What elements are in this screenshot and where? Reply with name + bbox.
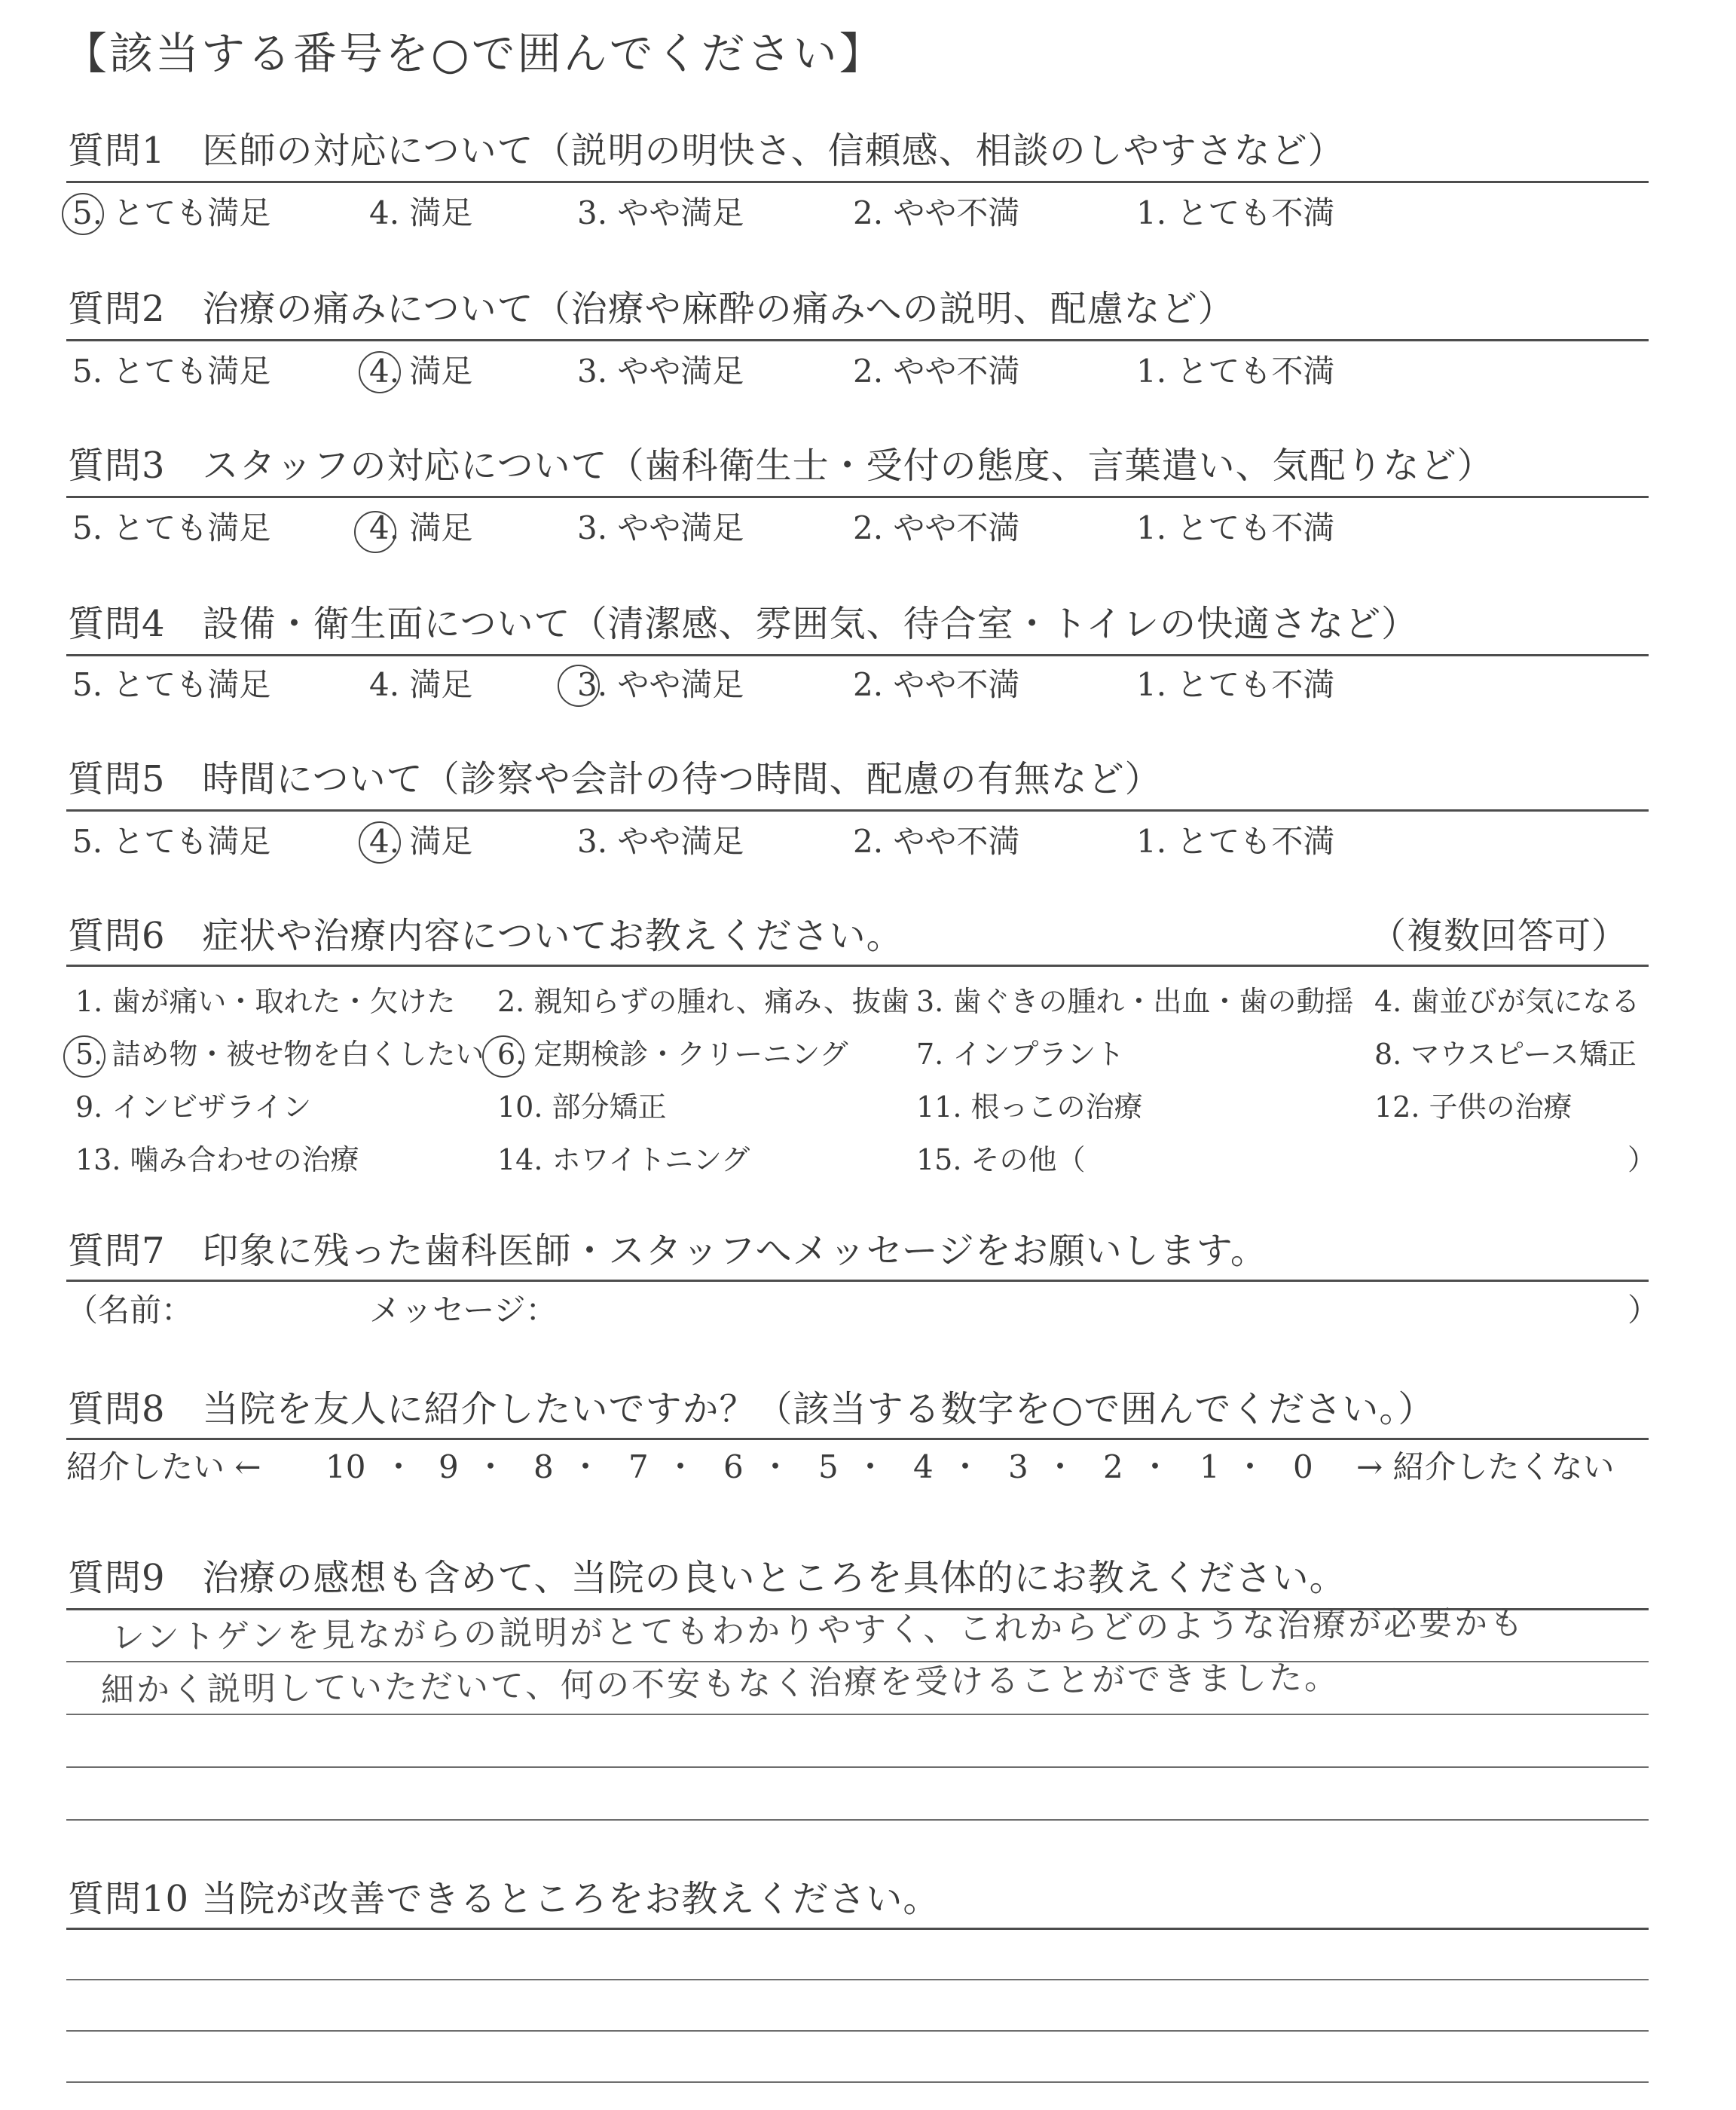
q8-scale-2[interactable]: 2 (1103, 1448, 1123, 1485)
q1-option-3[interactable]: 3. やや満足 (577, 194, 744, 231)
q3-option-5[interactable]: 5. とても満足 (72, 509, 271, 546)
q7-message-label: メッセージ： (369, 1292, 558, 1329)
q8-dot: ・ (570, 1448, 602, 1485)
question-1-title: 質問1 医師の対応について（説明の明快さ、信頼感、相談のしやすさなど） (68, 130, 1345, 172)
q8-dot: ・ (1139, 1448, 1172, 1485)
question-8-title: 質問8 当院を友人に紹介したいですか？（該当する数字を○で囲んでください。） (68, 1388, 1435, 1430)
q6-selection-circle-5 (63, 1035, 105, 1078)
q1-option-4[interactable]: 4. 満足 (369, 194, 473, 231)
question-3-rule (66, 496, 1649, 498)
q9-answer-rule (66, 1661, 1649, 1662)
q4-selection-circle (558, 665, 600, 707)
q6-option-15[interactable]: 15. その他（ (916, 1143, 1086, 1176)
q9-answer-rule (66, 1766, 1649, 1768)
q5-option-4[interactable]: 4. 満足 (369, 823, 473, 860)
form-header: 【該当する番号を○で囲んでください】 (63, 28, 885, 79)
q3-option-3[interactable]: 3. やや満足 (577, 509, 744, 546)
q1-option-1[interactable]: 1. とても不満 (1136, 194, 1335, 231)
q9-answer-rule (66, 1714, 1649, 1715)
q8-left-label: 紹介したい ← (66, 1448, 261, 1485)
q6-option-7[interactable]: 7. インプラント (916, 1038, 1125, 1071)
question-1-rule (66, 181, 1649, 183)
question-8-rule (66, 1438, 1649, 1440)
q10-answer-rule (66, 2030, 1649, 2032)
q6-option-4[interactable]: 4. 歯並びが気になる (1374, 985, 1640, 1018)
q8-scale-3[interactable]: 3 (1008, 1448, 1028, 1485)
question-6-title: 質問6 症状や治療内容についてお教えください。 (68, 915, 903, 957)
q5-option-1[interactable]: 1. とても不満 (1136, 823, 1335, 860)
question-6-note: （複数回答可） (1370, 915, 1629, 957)
question-5-title: 質問5 時間について（診察や会計の待つ時間、配慮の有無など） (68, 758, 1162, 800)
q8-dot: ・ (949, 1448, 982, 1485)
q9-answer-rule (66, 1819, 1649, 1821)
question-6-rule (66, 965, 1649, 967)
q8-dot: ・ (475, 1448, 507, 1485)
q8-right-label: → 紹介したくない (1356, 1448, 1615, 1485)
q8-dot: ・ (854, 1448, 887, 1485)
q3-option-4[interactable]: 4. 満足 (369, 509, 473, 546)
q6-option-14[interactable]: 14. ホワイトニング (497, 1143, 750, 1176)
q2-option-4[interactable]: 4. 満足 (369, 353, 473, 390)
q6-option-9[interactable]: 9. インビザライン (75, 1090, 312, 1124)
question-2-title: 質問2 治療の痛みについて（治療や麻酔の痛みへの説明、配慮など） (68, 288, 1235, 330)
q1-selection-circle (62, 193, 104, 235)
q10-answer-rule (66, 2081, 1649, 2083)
q2-option-1[interactable]: 1. とても不満 (1136, 353, 1335, 390)
question-2-rule (66, 339, 1649, 341)
q6-option-13[interactable]: 13. 噛み合わせの治療 (75, 1143, 359, 1176)
q4-option-3[interactable]: 3. やや満足 (577, 666, 744, 703)
q4-option-2[interactable]: 2. やや不満 (853, 666, 1020, 703)
q5-option-2[interactable]: 2. やや不満 (853, 823, 1020, 860)
q6-option-10[interactable]: 10. 部分矯正 (497, 1090, 667, 1124)
q8-dot: ・ (383, 1448, 415, 1485)
q6-option-5[interactable]: 5. 詰め物・被せ物を白くしたい (75, 1038, 484, 1071)
q8-scale-7[interactable]: 7 (628, 1448, 649, 1485)
q4-option-4[interactable]: 4. 満足 (369, 666, 473, 703)
q8-dot: ・ (1234, 1448, 1267, 1485)
q7-name-label: （名前： (66, 1292, 194, 1329)
q6-option-1[interactable]: 1. 歯が痛い・取れた・欠けた (75, 985, 456, 1018)
question-7-rule (66, 1280, 1649, 1282)
q1-option-2[interactable]: 2. やや不満 (853, 194, 1020, 231)
q6-option-15-close-paren: ） (1628, 1143, 1657, 1176)
question-10-rule (66, 1928, 1649, 1930)
question-3-title: 質問3 スタッフの対応について（歯科衛生士・受付の態度、言葉遣い、気配りなど） (68, 445, 1494, 487)
q10-answer-rule (66, 1979, 1649, 1980)
q8-scale-9[interactable]: 9 (439, 1448, 459, 1485)
q6-option-6[interactable]: 6. 定期検診・クリーニング (497, 1038, 848, 1071)
q2-option-2[interactable]: 2. やや不満 (853, 353, 1020, 390)
q2-option-3[interactable]: 3. やや満足 (577, 353, 744, 390)
q8-scale-5[interactable]: 5 (818, 1448, 839, 1485)
q8-dot: ・ (760, 1448, 792, 1485)
q5-selection-circle (359, 821, 401, 864)
q3-option-2[interactable]: 2. やや不満 (853, 509, 1020, 546)
q5-option-5[interactable]: 5. とても満足 (72, 823, 271, 860)
q8-scale-6[interactable]: 6 (723, 1448, 744, 1485)
q1-option-5[interactable]: 5. とても満足 (72, 194, 271, 231)
q8-scale-4[interactable]: 4 (913, 1448, 934, 1485)
q8-scale-10[interactable]: 10 (326, 1448, 366, 1485)
question-5-rule (66, 809, 1649, 812)
q9-answer-line-2[interactable]: 細かく説明していただいて、何の不安もなく治療を受けることができました。 (100, 1658, 1340, 1710)
q6-option-3[interactable]: 3. 歯ぐきの腫れ・出血・歯の動揺 (916, 985, 1354, 1018)
question-7-title: 質問7 印象に残った歯科医師・スタッフへメッセージをお願いします。 (68, 1230, 1267, 1272)
q8-scale-0[interactable]: 0 (1293, 1448, 1313, 1485)
q2-selection-circle (359, 351, 401, 393)
question-4-title: 質問4 設備・衛生面について（清潔感、雰囲気、待合室・トイレの快適さなど） (68, 603, 1419, 645)
q4-option-5[interactable]: 5. とても満足 (72, 666, 271, 703)
q8-scale-1[interactable]: 1 (1200, 1448, 1220, 1485)
q8-scale-8[interactable]: 8 (533, 1448, 554, 1485)
q3-selection-circle (354, 511, 396, 553)
q4-option-1[interactable]: 1. とても不満 (1136, 666, 1335, 703)
q9-answer-line-1[interactable]: レントゲンを見ながらの説明がとてもわかりやすく、これからどのような治療が必要かも (111, 1604, 1526, 1657)
q8-dot: ・ (665, 1448, 697, 1485)
q7-close-paren: ） (1628, 1292, 1660, 1329)
q6-option-8[interactable]: 8. マウスピース矯正 (1374, 1038, 1637, 1071)
question-10-title: 質問10 当院が改善できるところをお教えください。 (68, 1878, 940, 1920)
q6-selection-circle-6 (482, 1035, 524, 1078)
question-4-rule (66, 654, 1649, 656)
q6-option-2[interactable]: 2. 親知らずの腫れ、痛み、抜歯 (497, 985, 909, 1018)
q3-option-1[interactable]: 1. とても不満 (1136, 509, 1335, 546)
q8-dot: ・ (1044, 1448, 1077, 1485)
q5-option-3[interactable]: 3. やや満足 (577, 823, 744, 860)
q6-option-12[interactable]: 12. 子供の治療 (1374, 1090, 1572, 1124)
q2-option-5[interactable]: 5. とても満足 (72, 353, 271, 390)
q6-option-11[interactable]: 11. 根っこの治療 (916, 1090, 1143, 1124)
question-9-title: 質問9 治療の感想も含めて、当院の良いところを具体的にお教えください。 (68, 1557, 1346, 1599)
